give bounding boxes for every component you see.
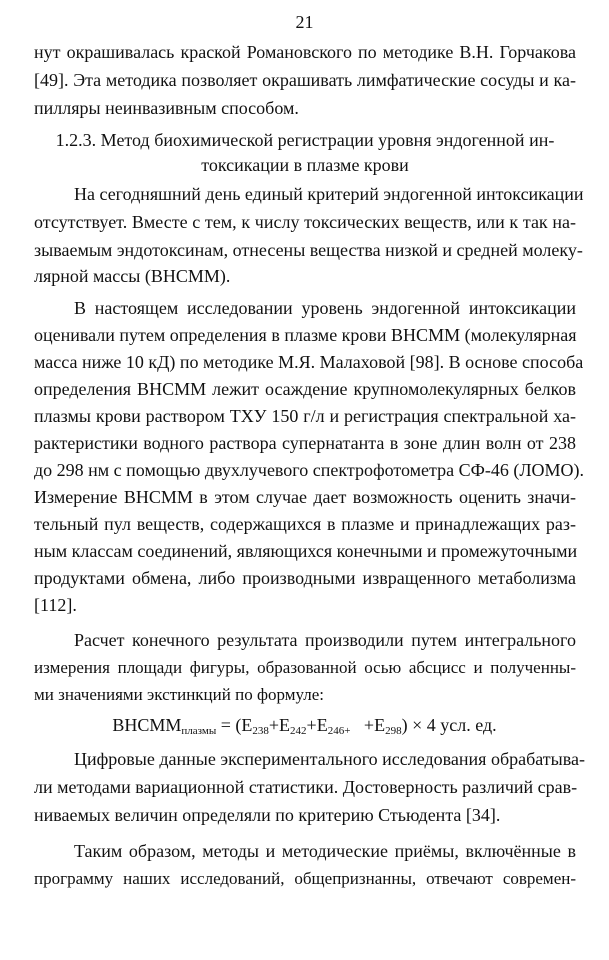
formula-term: E: [316, 715, 328, 735]
text-line: ниваемых величин определяли по критерию Стьюдента [34].: [34, 805, 501, 825]
page-number: 21: [295, 12, 314, 32]
text-line: измерения площади фигуры, образованной осью абсцисс и полученны-: [34, 658, 576, 677]
text-line: ми значениями экстинкций по формуле:: [34, 685, 324, 704]
text-line: [49]. Эта методика позволяет окрашивать лимфатические сосуды и ка-: [34, 70, 576, 90]
text-line: плазмы крови раствором ТХУ 150 г/л и регистрация спектральной ха-: [34, 406, 576, 426]
text-line: Расчет конечного результата производили путем интегрального: [74, 630, 576, 650]
text-line: масса ниже 10 кД) по методике М.Я. Малаховой [98]. В основе способа: [34, 352, 584, 372]
text-line: программу наших исследований, общепризнанны, отвечают современ-: [34, 869, 576, 888]
text-line: нут окрашивалась краской Романовского по методике В.Н. Горчакова: [34, 42, 576, 62]
formula-term-subscript: 246+: [327, 725, 351, 737]
text-line: Таким образом, методы и методические приёмы, включённые в: [74, 841, 576, 861]
formula-term: E: [374, 715, 386, 735]
formula: [0, 713, 609, 743]
text-line: ли методами вариационной статистики. Достоверность различий срав-: [34, 777, 578, 797]
text-line: [112].: [34, 595, 77, 615]
text-line: Цифровые данные экспериментального исследования обрабатыва-: [74, 749, 585, 769]
section-heading: токсикации в плазме крови: [201, 155, 409, 175]
text-line: ным классам соединений, являющихся конечными и промежуточными: [34, 541, 578, 561]
formula-term-subscript: 238: [252, 725, 269, 737]
text-line: оценивали путем определения в плазме крови ВНСММ (молекулярная: [34, 325, 577, 345]
formula-operator: +: [306, 715, 317, 735]
text-line: На сегодняшний день единый критерий эндогенной интоксикации: [74, 184, 584, 204]
text-line: В настоящем исследовании уровень эндогенной интоксикации: [74, 298, 576, 318]
formula-lhs: ВНСММ: [112, 715, 182, 735]
formula-equals: = (: [216, 715, 242, 735]
text-line: пилляры неинвазивным способом.: [34, 98, 299, 118]
text-line: отсутствует. Вместе с тем, к числу токсических веществ, или к так на-: [34, 212, 576, 232]
text-line: определения ВНСММ лежит осаждение крупномолекулярных белков: [34, 379, 576, 399]
formula-tail: ) × 4 усл. ед.: [401, 715, 497, 735]
formula-operator: +: [268, 715, 280, 735]
formula-term-subscript: 298: [385, 725, 402, 737]
formula-lhs-subscript: плазмы: [181, 725, 217, 737]
formula-term: E: [241, 715, 253, 735]
text-line: Измерение ВНСММ в этом случае дает возможность оценить значи-: [34, 487, 576, 507]
formula-operator: +: [350, 715, 375, 735]
section-heading: 1.2.3. Метод биохимической регистрации уровня эндогенной ин-: [55, 130, 555, 150]
formula-term: E: [279, 715, 291, 735]
text-line: зываемым эндотоксинам, отнесены вещества низкой и средней молеку-: [34, 240, 583, 260]
text-line: тельный пул веществ, содержащихся в плазме и принадлежащих раз-: [34, 514, 576, 534]
formula-term-subscript: 242: [290, 725, 307, 737]
text-line: продуктами обмена, либо производными извращенного метаболизма: [34, 568, 576, 588]
text-line: лярной массы (ВНСММ).: [34, 266, 231, 286]
text-line: до 298 нм с помощью двухлучевого спектрофотометра СФ-46 (ЛОМО).: [34, 460, 585, 480]
text-line: рактеристики водного раствора супернатанта в зоне длин волн от 238: [34, 433, 576, 453]
